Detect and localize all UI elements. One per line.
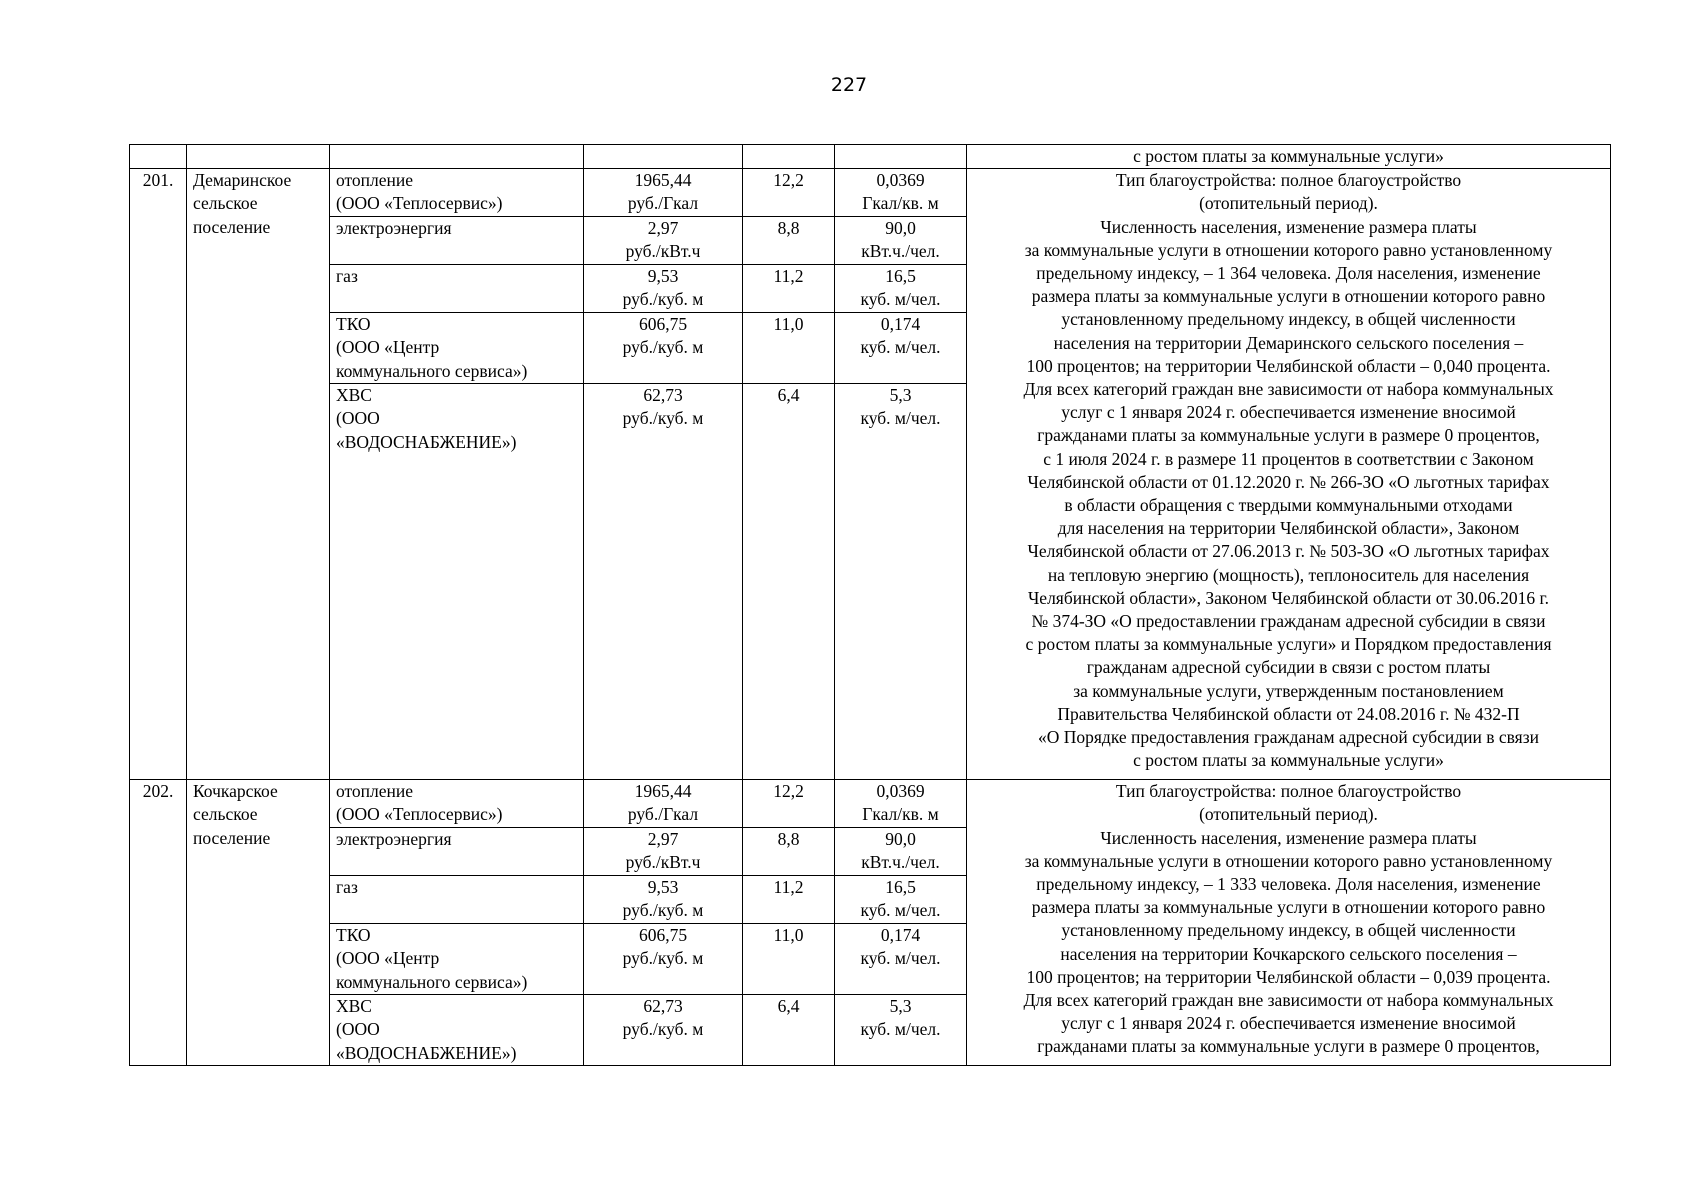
norm-value: 90,0 кВт.ч./чел. — [835, 828, 967, 876]
norm-value: 0,174 куб. м/чел. — [835, 924, 967, 995]
settlement-name: Демаринское сельское поселение — [187, 169, 330, 780]
service-name: ТКО (ООО «Центр коммунального сервиса») — [330, 924, 584, 995]
service-name: отопление (ООО «Теплосервис») — [330, 780, 584, 828]
tariff-value: 2,97 руб./кВт.ч — [584, 217, 743, 265]
tariff-value: 9,53 руб./куб. м — [584, 265, 743, 313]
index-value: 6,4 — [743, 384, 835, 780]
index-value: 8,8 — [743, 217, 835, 265]
table-row — [130, 780, 1611, 828]
norm-value: 5,3 куб. м/чел. — [835, 995, 967, 1066]
index-value: 11,2 — [743, 876, 835, 924]
service-name: отопление (ООО «Теплосервис») — [330, 169, 584, 217]
norm-value: 5,3 куб. м/чел. — [835, 384, 967, 780]
index-value: 11,0 — [743, 924, 835, 995]
norm-value: 16,5 куб. м/чел. — [835, 876, 967, 924]
settlement-name: Кочкарское сельское поселение — [187, 780, 330, 1066]
tariff-value: 606,75 руб./куб. м — [584, 924, 743, 995]
index-value: 8,8 — [743, 828, 835, 876]
norm-value: 16,5 куб. м/чел. — [835, 265, 967, 313]
tariff-value: 2,97 руб./кВт.ч — [584, 828, 743, 876]
norm-value: 0,0369 Гкал/кв. м — [835, 169, 967, 217]
norm-value: 90,0 кВт.ч./чел. — [835, 217, 967, 265]
index-value: 12,2 — [743, 780, 835, 828]
index-value: 11,2 — [743, 265, 835, 313]
row-number: 201. — [130, 169, 187, 780]
tariff-value: 1965,44 руб./Гкал — [584, 780, 743, 828]
service-name: ХВС (ООО «ВОДОСНАБЖЕНИЕ») — [330, 995, 584, 1066]
service-name: газ — [330, 876, 584, 924]
norm-value: 0,174 куб. м/чел. — [835, 313, 967, 384]
tariff-value: 9,53 руб./куб. м — [584, 876, 743, 924]
table-row — [130, 169, 1611, 217]
settlement-note: Тип благоустройства: полное благоустройство (отопительный период). Численность населения, изменение размера платы за коммунальные услуги в отношении которого равно установленному предельному индексу, – 1 333 человека. Доля населения, изменение размера платы за коммунальные услуги в отношении которого равно установленному предельному индексу, в общей численности населения на территории Кочкарского сельского поселения – 100 процентов; на территории Челябинской области – 0,039 процента. Для всех категорий граждан вне зависимости от набора коммунальных услуг с 1 января 2024 г. обеспечивается изменение вносимой гражданами платы за коммунальные услуги в размере 0 процентов, — [967, 780, 1611, 1066]
service-name: электроэнергия — [330, 828, 584, 876]
tariff-value: 62,73 руб./куб. м — [584, 384, 743, 780]
tariff-value: 1965,44 руб./Гкал — [584, 169, 743, 217]
norm-value: 0,0369 Гкал/кв. м — [835, 780, 967, 828]
service-name: ХВС (ООО «ВОДОСНАБЖЕНИЕ») — [330, 384, 584, 780]
tariff-table — [129, 144, 1611, 1066]
page-number: 227 — [830, 74, 868, 96]
settlement-note: Тип благоустройства: полное благоустройство (отопительный период). Численность населения, изменение размера платы за коммунальные услуги в отношении которого равно установленному предельному индексу, – 1 364 человека. Доля населения, изменение размера платы за коммунальные услуги в отношении которого равно установленному предельному индексу, в общей численности населения на территории Демаринского сельского поселения – 100 процентов; на территории Челябинской области – 0,040 процента. Для всех категорий граждан вне зависимости от набора коммунальных услуг с 1 января 2024 г. обеспечивается изменение вносимой гражданами платы за коммунальные услуги в размере 0 процентов, с 1 июля 2024 г. в размере 11 процентов в соответствии с Законом Челябинской области от 01.12.2020 г. № 266-ЗО «О льготных тарифах в области обращения с твердыми коммунальными отходами для населения на территории Челябинской области», Законом Челябинской области от 27.06.2013 г. № 503-ЗО «О льготных тарифах на тепловую энергию (мощность), теплоноситель для населения Челябинской области», Законом Челябинской области от 30.06.2016 г. № 374-ЗО «О предоставлении гражданам адресной субсидии в связи с ростом платы за коммунальные услуги» и Порядком предоставления гражданам адресной субсидии в связи с ростом платы за коммунальные услуги, утвержденным постановлением Правительства Челябинской области от 24.08.2016 г. № 432-П «О Порядке предоставления гражданам адресной субсидии в связи с ростом платы за коммунальные услуги» — [967, 169, 1611, 780]
index-value: 6,4 — [743, 995, 835, 1066]
service-name: газ — [330, 265, 584, 313]
continuation-note: с ростом платы за коммунальные услуги» — [967, 145, 1611, 169]
index-value: 11,0 — [743, 313, 835, 384]
tariff-value: 606,75 руб./куб. м — [584, 313, 743, 384]
row-number: 202. — [130, 780, 187, 1066]
continuation-row — [130, 145, 1611, 169]
index-value: 12,2 — [743, 169, 835, 217]
service-name: ТКО (ООО «Центр коммунального сервиса») — [330, 313, 584, 384]
service-name: электроэнергия — [330, 217, 584, 265]
tariff-value: 62,73 руб./куб. м — [584, 995, 743, 1066]
